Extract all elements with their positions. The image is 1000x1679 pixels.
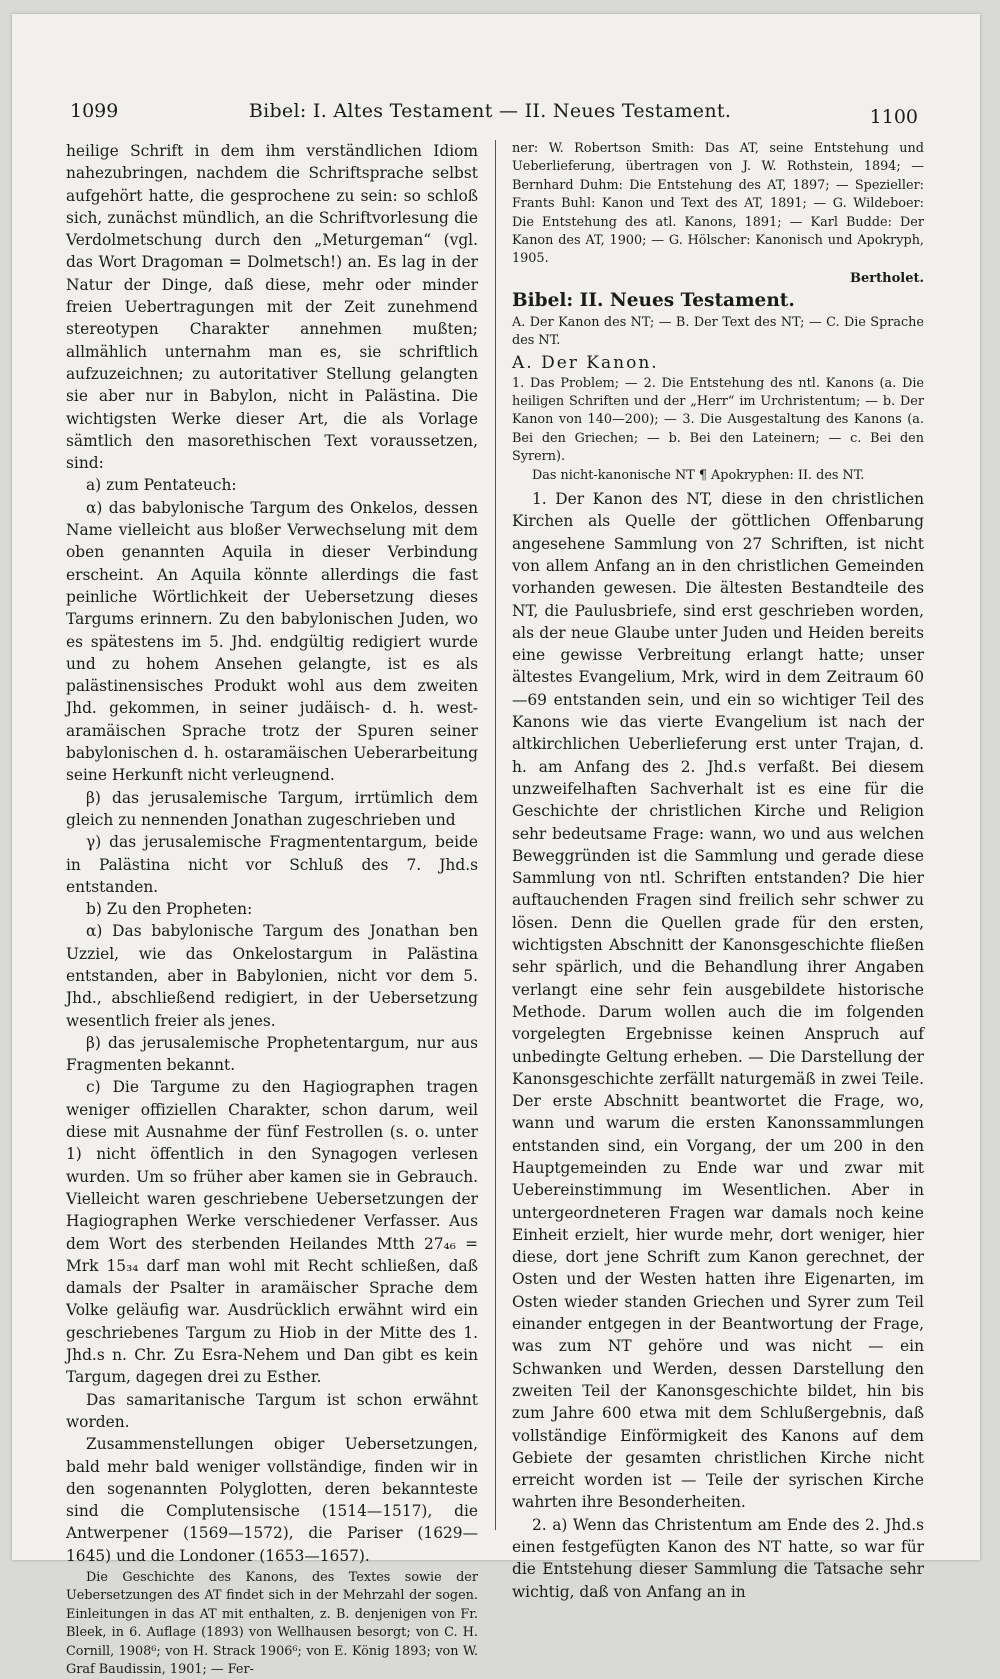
cross-reference: Das nicht-kanonische NT ¶ Apokryphen: II. des NT. xyxy=(532,467,865,483)
list-heading-pentateuch: a) zum Pentateuch: xyxy=(86,476,237,495)
section-contents: A. Der Kanon des NT; — B. Der Text des NT; — C. Die Sprache des NT. xyxy=(512,314,924,349)
paragraph-polyglots: Zusammenstellungen obiger Uebersetzungen, bald mehr bald weniger vollständige, finden wir in den sogenannten Polyglotten, deren bekannteste sind die Complutensische (1514—1517), die Antwerpener (1569—1572), die Pariser (1629—1645) und die Londoner (1653—1657). xyxy=(66,1435,478,1565)
list-heading-prophets: b) Zu den Propheten: xyxy=(86,900,253,919)
literature-note: Die Geschichte des Kanons, des Textes sowie der Uebersetzungen des AT findet sich in der Mehrzahl der sogen. Einleitungen in das AT mit enthalten, z. B. denjenigen von Fr. Bleek, in 6. Auflage (1893) von Wellhausen besorgt; von C. H. Cornill, 1908⁶; von H. Strack 1906⁶; von E. König 1893; von W. Graf Baudissin, 1901; — Fer- xyxy=(66,1570,478,1678)
list-item-hagiographa: c) Die Targume zu den Hagiographen tragen weniger offiziellen Charakter, schon darum, weil diese mit Ausnahme der fünf Festrollen (s. o. unter 1) nicht öffentlich in den Synagogen verlesen wurden. Um so früher aber kamen sie in Gebrauch. Vielleicht waren geschriebene Uebersetzungen der Hagiographen Werke verschiedener Verfasser. Aus dem Wort des sterbenden Heilandes Mtth 27₄₆ = Mrk 15₃₄ darf man wohl mit Recht schließen, daß damals der Psalter in aramäischer Sprache dem Volke geläufig war. Ausdrücklich erwähnt wird ein geschriebenes Targum zu Hiob in der Mitte des 1. Jhd.s n. Chr. Zu Esra-Nehem und Dan gibt es kein Targum, dagegen drei zu Esther. xyxy=(66,1078,478,1387)
literature-note-continued: ner: W. Robertson Smith: Das AT, seine Entstehung und Ueberlieferung, übertragen von J. W. Rothstein, 1894; — Bernhard Duhm: Die Entstehung des AT, 1897; — Spezieller: Frants Buhl: Kanon und Text des AT, 1891; — G. Wildeboer: Die Entstehung des atl. Kanons, 1891; — Karl Budde: Der Kanon des AT, 1900; — G. Hölscher: Kanonisch und Apokryph, 1905. xyxy=(512,141,924,267)
subsection-heading: A. Der Kanon. xyxy=(512,352,659,373)
subsection-contents: 1. Das Problem; — 2. Die Entstehung des ntl. Kanons (a. Die heiligen Schriften und der „Herr“ im Urchristentum; — b. Der Kanon von 140—200); — 3. Die Ausgestaltung des Kanons (a. Bei den Griechen; — b. Bei den Lateinern; — c. Bei den Syrern). xyxy=(512,375,924,465)
list-item-jonathan: α) Das babylonische Targum des Jonathan ben Uzziel, wie das Onkelostargum in Palästina entstanden, aber in Babylonien, nicht vor dem 5. Jhd., abschließend redigiert, in der Uebersetzung wesentlich freier als jenes. xyxy=(66,922,478,1030)
document-page xyxy=(12,14,980,1678)
running-header xyxy=(62,76,918,128)
page-number-right: 1100 xyxy=(869,106,918,128)
paragraph-canon-origin: 2. a) Wenn das Christentum am Ende des 2. Jhd.s einen festgefügten Kanon des NT hatte, so war für die Entstehung dieser Sammlung die Tatsache sehr wichtig, daß von Anfang an in xyxy=(512,1515,924,1601)
list-item-fragment-targum: γ) das jerusalemische Fragmententargum, beide in Palästina nicht vor Schluß des 7. Jhd.s entstanden. xyxy=(66,833,478,896)
page-number-left: 1099 xyxy=(70,100,119,122)
left-column xyxy=(66,140,478,1678)
paragraph-intro: heilige Schrift in dem ihm verständlichen Idiom nahezubringen, nachdem die Schriftsprache selbst aufgehört hatte, die gesprochene zu sein: so schloß sich, zunächst mündlich, an die Schriftvorlesung die Verdolmetschung durch den „Meturgeman“ (vgl. das Wort Dragoman = Dolmetsch!) an. Es lag in der Natur der Dinge, daß diese, mehr oder minder freien Uebertragungen mit der Zeit zunehmend stereotypen Charakter annehmen mußten; allmählich unternahm man es, sie schriftlich aufzuzeichnen; zu autoritativer Stellung gelangten sie aber nur in Babylon, nicht in Palästina. Die wichtigsten Werke dieser Art, die als Vorlage sämtlich den masorethischen Text voraussetzen, sind: xyxy=(66,142,478,473)
list-item-onkelos: α) das babylonische Targum des Onkelos, dessen Name vielleicht aus bloßer Verwechselung mit dem oben genannten Aquila in dieser Verbindung erscheint. An Aquila könnte allerdings die fast peinliche Wörtlichkeit der Uebersetzung dieses Targums erinnern. Zu den babylonischen Juden, wo es spätestens im 5. Jhd. endgültig redigiert wurde und zu hohem Ansehen gelangte, ist es als palästinensisches Produkt wohl aus dem zweiten Jhd. gekommen, in seiner judäisch- d. h. west-aramäischen Sprache trotz der Spuren seiner babylonischen d. h. ostaramäischen Ueberarbeitung seine Herkunft nicht verleugnend. xyxy=(66,498,478,785)
author-signature: Bertholet. xyxy=(850,270,924,286)
right-column xyxy=(512,140,924,1601)
list-item-jerusalem-targum: β) das jerusalemische Targum, irrtümlich dem gleich zu nennenden Jonathan zugeschrieben und xyxy=(66,788,478,829)
paragraph-samaritan: Das samaritanische Targum ist schon erwähnt worden. xyxy=(66,1390,478,1431)
section-title: Bibel: II. Neues Testament. xyxy=(512,289,795,311)
list-item-prophet-targum: β) das jerusalemische Prophetentargum, nur aus Fragmenten bekannt. xyxy=(66,1033,478,1075)
paragraph-canon-problem: 1. Der Kanon des NT, diese in den christlichen Kirchen als Quelle der göttlichen Offenbarung angesehene Sammlung von 27 Schriften, ist nicht von allem Anfang an in den christlichen Gemeinden vorhanden gewesen. Die ältesten Bestandteile des NT, die Paulusbriefe, sind erst geschrieben worden, als der neue Glaube unter Juden und Heiden bereits eine gewisse Verbreitung erlangt hatte; unser ältestes Evangelium, Mrk, wird in dem Zeitraum 60—69 entstanden sein, und ein so wichtiger Teil des Kanons wie das vierte Evangelium ist nach der altkirchlichen Ueberlieferung erst unter Trajan, d. h. am Anfang des 2. Jhd.s verfaßt. Bei diesem unzweifelhaften Sachverhalt ist es eine für die Geschichte der christlichen Kirche und Religion sehr bedeutsame Frage: wann, wo und aus welchen Beweggründen ist die Sammlung und gerade diese Sammlung von ntl. Schriften entstanden? Die hier auftauchenden Fragen sind freilich sehr schwer zu lösen. Denn die Quellen grade für den ersten, wichtigsten Abschnitt der Kanonsgeschichte fließen sehr spärlich, und die Behandlung ihrer Angaben verlangt eine sehr fein ausgebildete historische Methode. Darum wollen auch die im folgenden vorgelegten Ergebnisse keinen Anspruch auf unbedingte Geltung erheben. — Die Darstellung der Kanonsgeschichte zerfällt naturgemäß in zwei Teile. Der erste Abschnitt beantwortet die Frage, wo, wann und warum die ersten Kanonssammlungen entstanden sind, ein Vorgang, der um 200 in den Hauptgemeinden zu Ende war und zwar mit Uebereinstimmung im Wesentlichen. Aber in untergeordneteren Fragen war damals noch keine Einheit erzielt, hier wurde mehr, dort weniger, hier diese, dort jene Schrift zum Kanon gerechnet, der Osten und der Westen hatten ihre Eigenarten, im Osten wieder standen Griechen und Syrer zum Teil einander entgegen in der Beantwortung der Frage, was zum NT gehöre und was nicht — ein Schwanken und Werden, dessen Darstellung den zweiten Teil der Kanonsgeschichte bildet, hin bis zum Jahre 600 etwa mit dem Schlußergebnis, daß vollständige Einförmigkeit des Kanons auf dem Gebiete der gesamten christlichen Kirche nicht erreicht worden ist — Teile der syrischen Kirche wahrten ihre Besonderheiten. xyxy=(512,490,924,1512)
column-divider xyxy=(495,140,496,1530)
running-title: Bibel: I. Altes Testament — II. Neues Testament. xyxy=(248,100,732,122)
